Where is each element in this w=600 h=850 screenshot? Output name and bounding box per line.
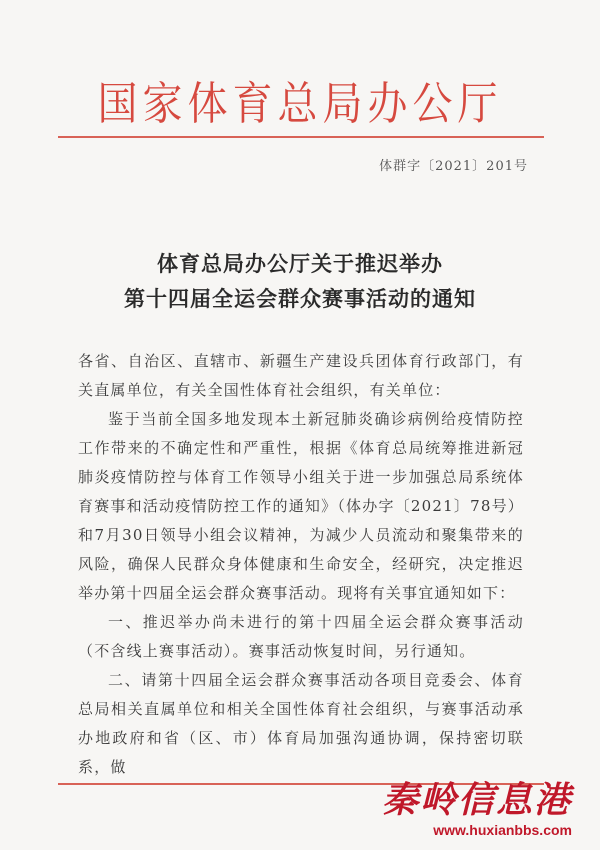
header-red-rule bbox=[58, 136, 544, 138]
body-paragraph-1: 鉴于当前全国多地发现本土新冠肺炎确诊病例给疫情防控工作带来的不确定性和严重性，根据《体育总局统筹推进新冠肺炎疫情防控与体育工作领导小组关于进一步加强总局系统体育赛事和活动疫情防控工作的通知》（体办字〔2021〕78号）和7月30日领导小组会议精神，为减少人员流动和聚集带来的风险，确保人民群众身体健康和生命安全，经研究，决定推迟举办第十四届全运会群众赛事活动。现将有关事宜通知如下： bbox=[78, 410, 524, 602]
watermark-url: www.huxianbbs.com bbox=[433, 822, 572, 838]
agency-header: 国家体育总局办公厅 bbox=[97, 78, 503, 131]
body-paragraph-2: 一、推迟举办尚未进行的第十四届全运会群众赛事活动（不含线上赛事活动）。赛事活动恢复时间，另行通知。 bbox=[78, 613, 524, 660]
notice-body bbox=[78, 347, 524, 782]
addressee-paragraph: 各省、自治区、直辖市、新疆生产建设兵团体育行政部门，有关直属单位，有关全国性体育社会组织，有关单位： bbox=[78, 352, 524, 399]
document-number: 体群字〔2021〕201号 bbox=[379, 159, 528, 174]
watermark-logo: 秦岭信息港 bbox=[381, 779, 572, 821]
body-paragraph-3: 二、请第十四届全运会群众赛事活动各项目竞委会、体育总局相关直属单位和相关全国性体育社会组织，与赛事活动承办地政府和省（区、市）体育局加强沟通协调，保持密切联系，做 bbox=[78, 671, 524, 776]
notice-title-line-2: 第十四届全运会群众赛事活动的通知 bbox=[124, 286, 476, 311]
notice-title-line-1: 体育总局办公厅关于推迟举办 bbox=[157, 251, 443, 276]
